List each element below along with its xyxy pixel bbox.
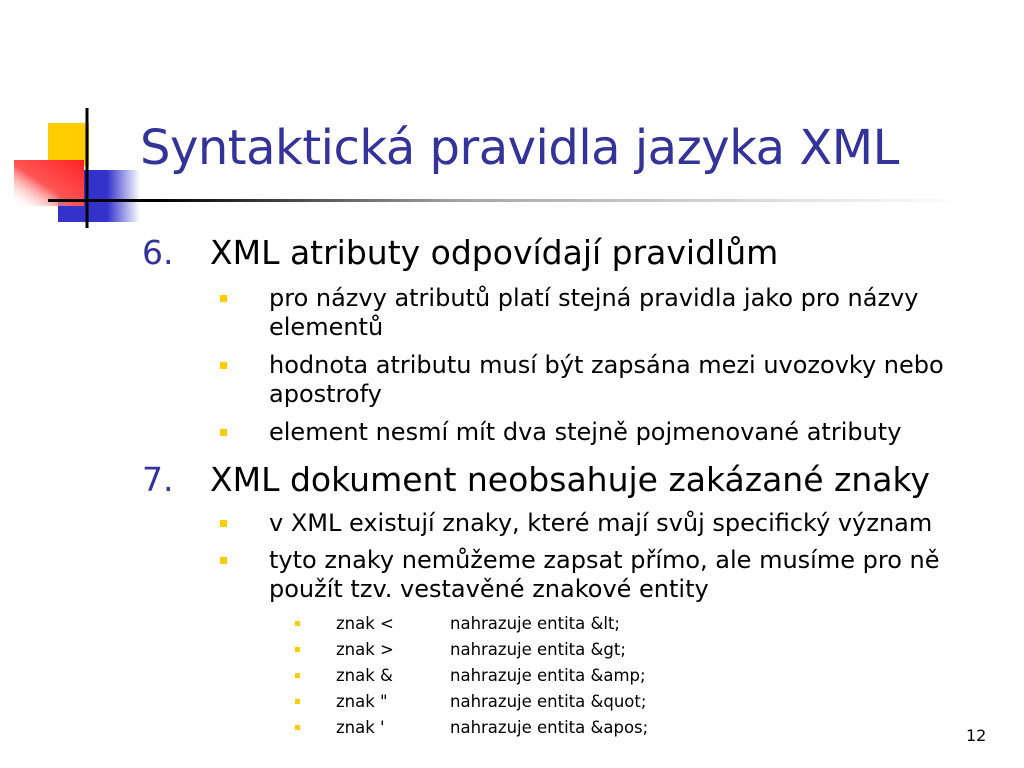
bullet-text: hodnota atributu musí být zapsána mezi uvozovky nebo apostrofy [269,351,944,408]
entity-replacement: nahrazuje entita &amp; [450,666,646,685]
section-text: XML atributy odpovídají pravidlům [210,233,779,272]
section-number: 7. [142,460,174,499]
bullet-icon [295,621,300,626]
section-text: XML dokument neobsahuje zakázané znaky [210,460,930,499]
slide-title: Syntaktická pravidla jazyka XML [140,120,899,176]
bullet-text: tyto znaky nemůžeme zapsat přímo, ale musíme pro ně použít tzv. vestavěné znakové entity [269,546,940,603]
bullet-icon [295,699,300,704]
bullet-icon [220,295,227,302]
bullet-icon [295,647,300,652]
bullet-text: element nesmí mít dva stejně pojmenované atributy [269,418,902,446]
bullet-icon [220,520,227,527]
bullet-icon [220,429,227,436]
section-number: 6. [142,233,174,272]
entity-replacement: nahrazuje entita &apos; [450,718,649,737]
entity-char: znak ' [336,718,385,737]
bullet-icon [220,557,227,564]
entity-char: znak > [336,640,394,659]
bullet-icon [220,362,227,369]
bullet-icon [295,725,300,730]
entity-char: znak < [336,614,394,633]
bullet-text: v XML existují znaky, které mají svůj specifický význam [269,509,933,537]
entity-replacement: nahrazuje entita &lt; [450,614,620,633]
page-number: 12 [966,726,987,745]
entity-replacement: nahrazuje entita &gt; [450,640,626,659]
entity-char: znak " [336,692,388,711]
bullet-icon [295,673,300,678]
entity-replacement: nahrazuje entita &quot; [450,692,647,711]
bullet-text: pro názvy atributů platí stejná pravidla jako pro názvy elementů [269,284,919,341]
entity-char: znak & [336,666,393,685]
